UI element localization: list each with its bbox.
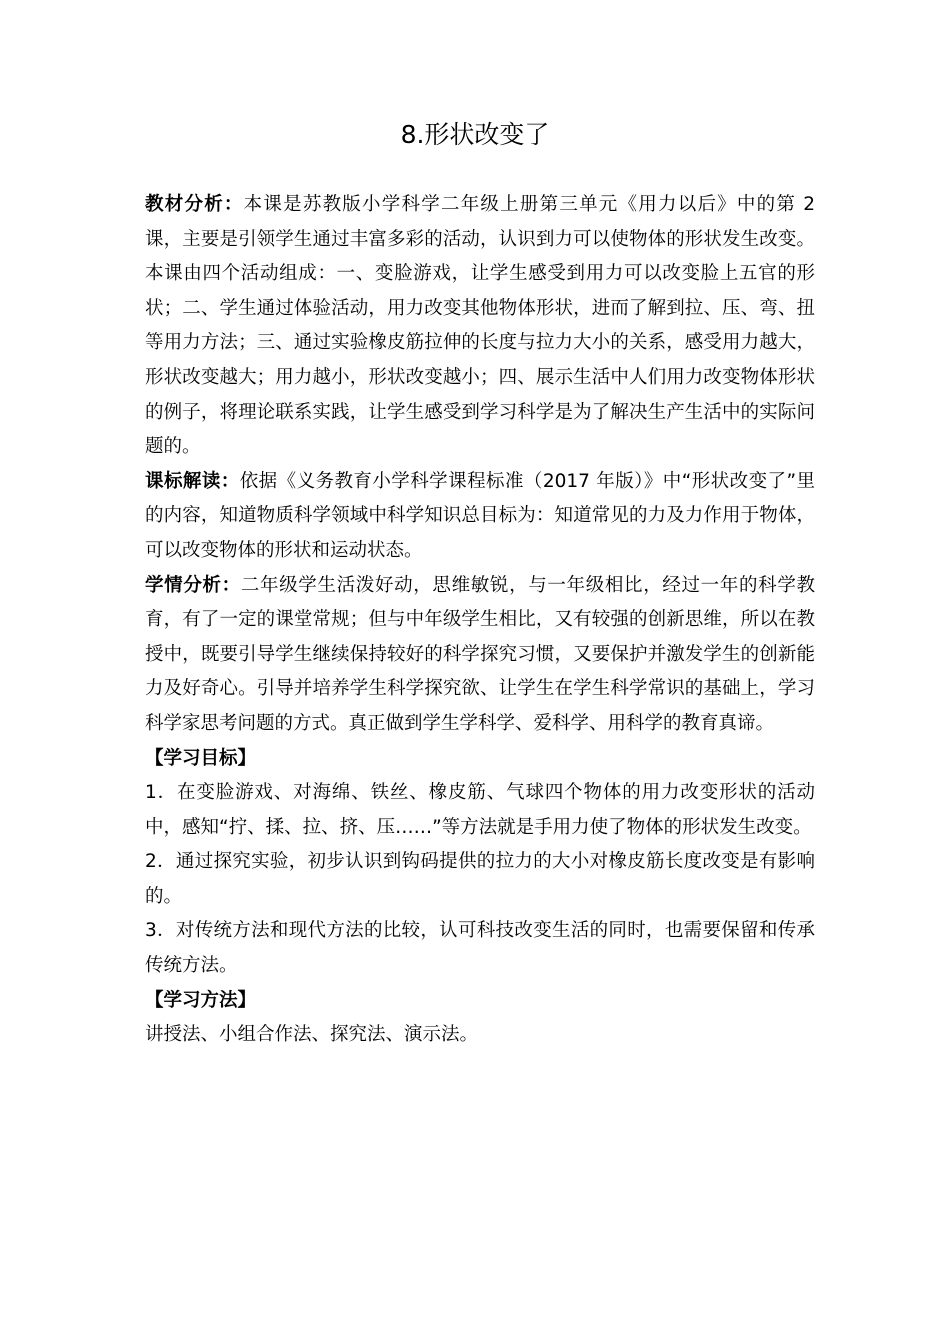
goal-item: 3．对传统方法和现代方法的比较，认可科技改变生活的同时，也需要保留和传承传统方法。	[145, 920, 815, 977]
section-learner-analysis	[145, 569, 815, 742]
section-lead: 课标解读：	[145, 470, 240, 492]
section-text: 本课是苏教版小学科学二年级上册第三单元《用力以后》中的第 2 课，主要是引领学生通过丰富多彩的活动，认识到力可以使物体的形状发生改变。本课由四个活动组成：一、变脸游戏，让学生感受到用力可以改变脸上五官的形状；二、学生通过体验活动，用力改变其他物体形状，进而了解到拉、压、弯、扭等用力方法；三、通过实验橡皮筋拉伸的长度与拉力大小的关系，感受用力越大，形状改变越大；用力越小，形状改变越小；四、展示生活中人们用力改变物体形状的例子，将理论联系实践，让学生感受到学习科学是为了解决生产生活中的实际问题的。	[145, 194, 815, 458]
section-lead: 教材分析：	[145, 194, 244, 215]
section-lead: 学情分析：	[145, 574, 241, 596]
section-curriculum-reading	[145, 465, 815, 569]
page-title: 8.形状改变了	[400, 119, 550, 149]
section-textbook-analysis	[145, 188, 815, 465]
methods-text: 讲授法、小组合作法、探究法、演示法。	[145, 1024, 479, 1046]
goals-heading: 【学习目标】	[145, 747, 257, 769]
section-text: 二年级学生活泼好动，思维敏锐，与一年级相比，经过一年的科学教育，有了一定的课堂常规；但与中年级学生相比，又有较强的创新思维，所以在教授中，既要引导学生继续保持较好的科学探究习惯，又要保护并激发学生的创新能力及好奇心。引导并培养学生科学探究欲、让学生在学生科学常识的基础上，学习科学家思考问题的方式。真正做到学生学科学、爱科学、用科学的教育真谛。	[145, 574, 815, 734]
section-text: 依据《义务教育小学科学课程标准（2017 年版）》中“形状改变了”里的内容，知道物质科学领域中科学知识总目标为：知道常见的力及力作用于物体，可以改变物体的形状和运动状态。	[145, 470, 815, 561]
document-body	[145, 188, 815, 1053]
goal-item: 1．在变脸游戏、对海绵、铁丝、橡皮筋、气球四个物体的用力改变形状的活动中，感知“拧、揉、拉、挤、压……”等方法就是手用力使了物体的形状发生改变。	[145, 782, 815, 838]
goal-item: 2．通过探究实验，初步认识到钩码提供的拉力的大小对橡皮筋长度改变是有影响的。	[145, 851, 815, 907]
methods-heading: 【学习方法】	[145, 989, 257, 1011]
